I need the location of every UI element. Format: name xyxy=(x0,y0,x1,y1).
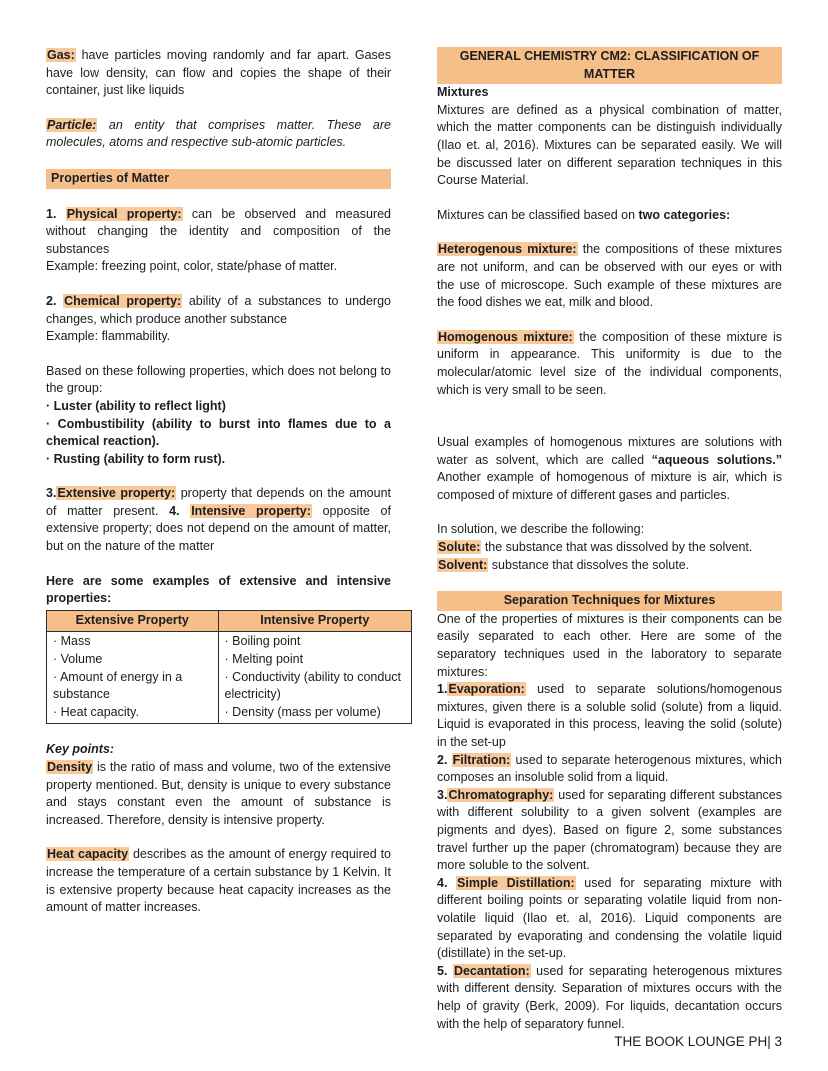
quiz-bullet-rusting: · Rusting (ability to form rust). xyxy=(46,451,226,466)
technique-decantation: 5. Decantation: used for separating heterogenous mixtures with different density. Separation of mixtures occurs with the help of gravity (Berk, 2009). For liquids, decantation occurs with the help of separatory funnel. xyxy=(437,963,782,1031)
term-gas: Gas: xyxy=(47,48,75,62)
examples-lead: Here are some examples of extensive and intensive properties: xyxy=(46,573,391,606)
intensive-item: · Melting point xyxy=(224,652,304,667)
separation-intro: One of the properties of mixtures is their components can be easily separated to each other. Here are some of the separatory techniques used in the laboratory to separate mixtures: xyxy=(437,611,782,679)
paragraph-two-categories: Mixtures can be classified based on two categories: xyxy=(437,207,731,222)
intensive-item: · Conductivity (ability to conduct electricity) xyxy=(224,669,402,702)
page-footer: THE BOOK LOUNGE PH| 3 xyxy=(614,1034,782,1050)
mixtures-heading: Mixtures xyxy=(437,85,489,100)
term-evaporation: Evaporation: xyxy=(448,682,525,697)
paragraph-chemical-property: 2. Chemical property: ability of a substances to undergo changes, which produce another substance Example: flammability. xyxy=(46,293,391,346)
paragraph-aqueous: Usual examples of homogenous mixtures are solutions with water as solvent, which are called “aqueous solutions.” Another example of homogenous of mixture is air, which is composed of mixture of different gases and particles. xyxy=(437,435,782,502)
section-band-title: GENERAL CHEMISTRY CM2: CLASSIFICATION OF MATTER xyxy=(437,47,782,84)
term-chemical-property: Chemical property: xyxy=(64,293,182,308)
paragraph-mixtures: Mixtures are defined as a physical combination of matter, which the matter components can be distinguish individually (Ilao et. al, 2016). Mixtures can be separated easily. We will be discussed later on different separation techniques in this Course Material. xyxy=(437,102,782,188)
chemical-example: Example: flammability. xyxy=(46,329,171,344)
paragraph-particle: Particle: an entity that comprises matter. These are molecules, atoms and respective sub-atomic particles. xyxy=(46,117,391,150)
extensive-item: · Volume xyxy=(53,652,103,667)
technique-evaporation: 1.Evaporation: used to separate solutions/homogenous mixtures, given there is a soluble solid (solute) from a liquid. Liquid is evaporated in this process, leaving the solid (solute) in the set-up xyxy=(437,682,782,749)
term-density: Density xyxy=(47,760,93,774)
term-solute: Solute: xyxy=(438,540,481,555)
technique-simple-distillation: 4. Simple Distillation: used for separating mixture with different boiling points or separating volatile liquid from non-volatile liquid (Ilao et. al, 2016). Liquid components are separated by evaporating and condensing the volatile liquid (distillate) in the set-up. xyxy=(437,875,783,961)
term-simple-distillation: Simple Distillation: xyxy=(457,875,575,890)
term-heat-capacity: Heat capacity xyxy=(47,847,129,862)
key-points-label: Key points: xyxy=(46,742,115,757)
paragraph-heat-capacity: Heat capacity describes as the amount of energy required to increase the temperature of a certain substance by 1 Kelvin. It is extensive property because heat capacity increases as the amount of matter increases. xyxy=(46,847,391,915)
quiz-intro: Based on these following properties, which does not belong to the group: xyxy=(46,363,391,396)
physical-example: Example: freezing point, color, state/phase of matter. xyxy=(46,259,338,274)
term-heterogenous-mixture: Heterogenous mixture: xyxy=(438,242,577,257)
paragraph-homogenous: Homogenous mixture: the composition of these mixture is uniform in appearance. This uniformity is due to the molecular/atomic level size of the individual components, which is very small to be seen. xyxy=(437,329,782,397)
technique-chromatography: 3.Chromatography: used for separating different substances with different solubility to a given solvent (examples are pigments and dyes). Based on figure 2, some substances travel further up the paper (chromatogram) because they are more soluble to the solvent. xyxy=(437,787,782,873)
paragraph-heterogenous: Heterogenous mixture: the compositions of these mixtures are not uniform, and can be observed with our eyes or with the use of microscope. Such example of these mixtures are the food dishes we eat, milk and blood. xyxy=(437,242,782,310)
term-decantation: Decantation: xyxy=(453,963,530,978)
right-column xyxy=(437,47,782,1051)
section-band-properties-of-matter: Properties of Matter xyxy=(46,169,391,189)
paragraph-physical-property: 1. Physical property: can be observed and measured without changing the identity and composition of the substances Example: freezing point, color, state/phase of matter. xyxy=(46,206,391,276)
term-filtration: Filtration: xyxy=(452,752,511,767)
term-intensive-property: Intensive property: xyxy=(191,503,311,518)
table-header-extensive: Extensive Property xyxy=(47,610,219,632)
properties-table xyxy=(46,610,412,725)
extensive-item: · Heat capacity. xyxy=(53,704,139,719)
paragraph-extensive-intensive: 3.Extensive property: property that depends on the amount of matter present. 4. Intensive property: opposite of extensive property; does not depend on the amount of matter, but on the nature of the matter xyxy=(46,486,391,554)
left-column xyxy=(46,47,402,1051)
intensive-item: · Boiling point xyxy=(224,634,301,649)
term-solvent: Solvent: xyxy=(438,557,488,572)
paragraph-key-points: Key points: Density is the ratio of mass and volume, two of the extensive property mentioned. But, density is unique to every substance and stays constant even the amount of substance is increased. Therefore, density is intensive property. xyxy=(46,742,391,827)
extensive-item: · Amount of energy in a substance xyxy=(53,669,183,702)
section-band-separation-techniques: Separation Techniques for Mixtures xyxy=(437,591,782,611)
solution-intro: In solution, we describe the following: xyxy=(437,522,645,537)
quiz-bullet-combustibility: · Combustibility (ability to burst into flames due to a chemical reaction). xyxy=(46,416,391,449)
table-header-row xyxy=(47,610,412,632)
term-homogenous-mixture: Homogenous mixture: xyxy=(438,329,573,344)
paragraph-solution: In solution, we describe the following: Solute: the substance that was dissolved by the solvent. Solvent: substance that dissolves the solute. xyxy=(437,521,782,574)
technique-filtration: 2. Filtration: used to separate heterogenous mixtures, which composes an insoluble solid from a liquid. xyxy=(437,752,782,785)
table-cell-intensive xyxy=(218,632,411,724)
two-column-layout xyxy=(46,47,782,1051)
intensive-item: · Density (mass per volume) xyxy=(224,704,381,719)
table-cell-extensive xyxy=(47,632,219,724)
table-body-row xyxy=(47,632,412,724)
term-physical-property: Physical property: xyxy=(66,206,182,221)
quiz-bullet-luster: · Luster (ability to reflect light) xyxy=(46,398,226,413)
table-header-intensive: Intensive Property xyxy=(218,610,411,632)
term-extensive-property: Extensive property: xyxy=(57,486,176,501)
paragraph-quiz xyxy=(46,363,391,469)
extensive-item: · Mass xyxy=(53,634,91,649)
term-particle: Particle: xyxy=(47,117,97,132)
term-chromatography: Chromatography: xyxy=(448,787,554,802)
paragraph-gas: Gas: have particles moving randomly and far apart. Gases have low density, can flow and copies the shape of their container, just like liquids xyxy=(46,48,391,98)
